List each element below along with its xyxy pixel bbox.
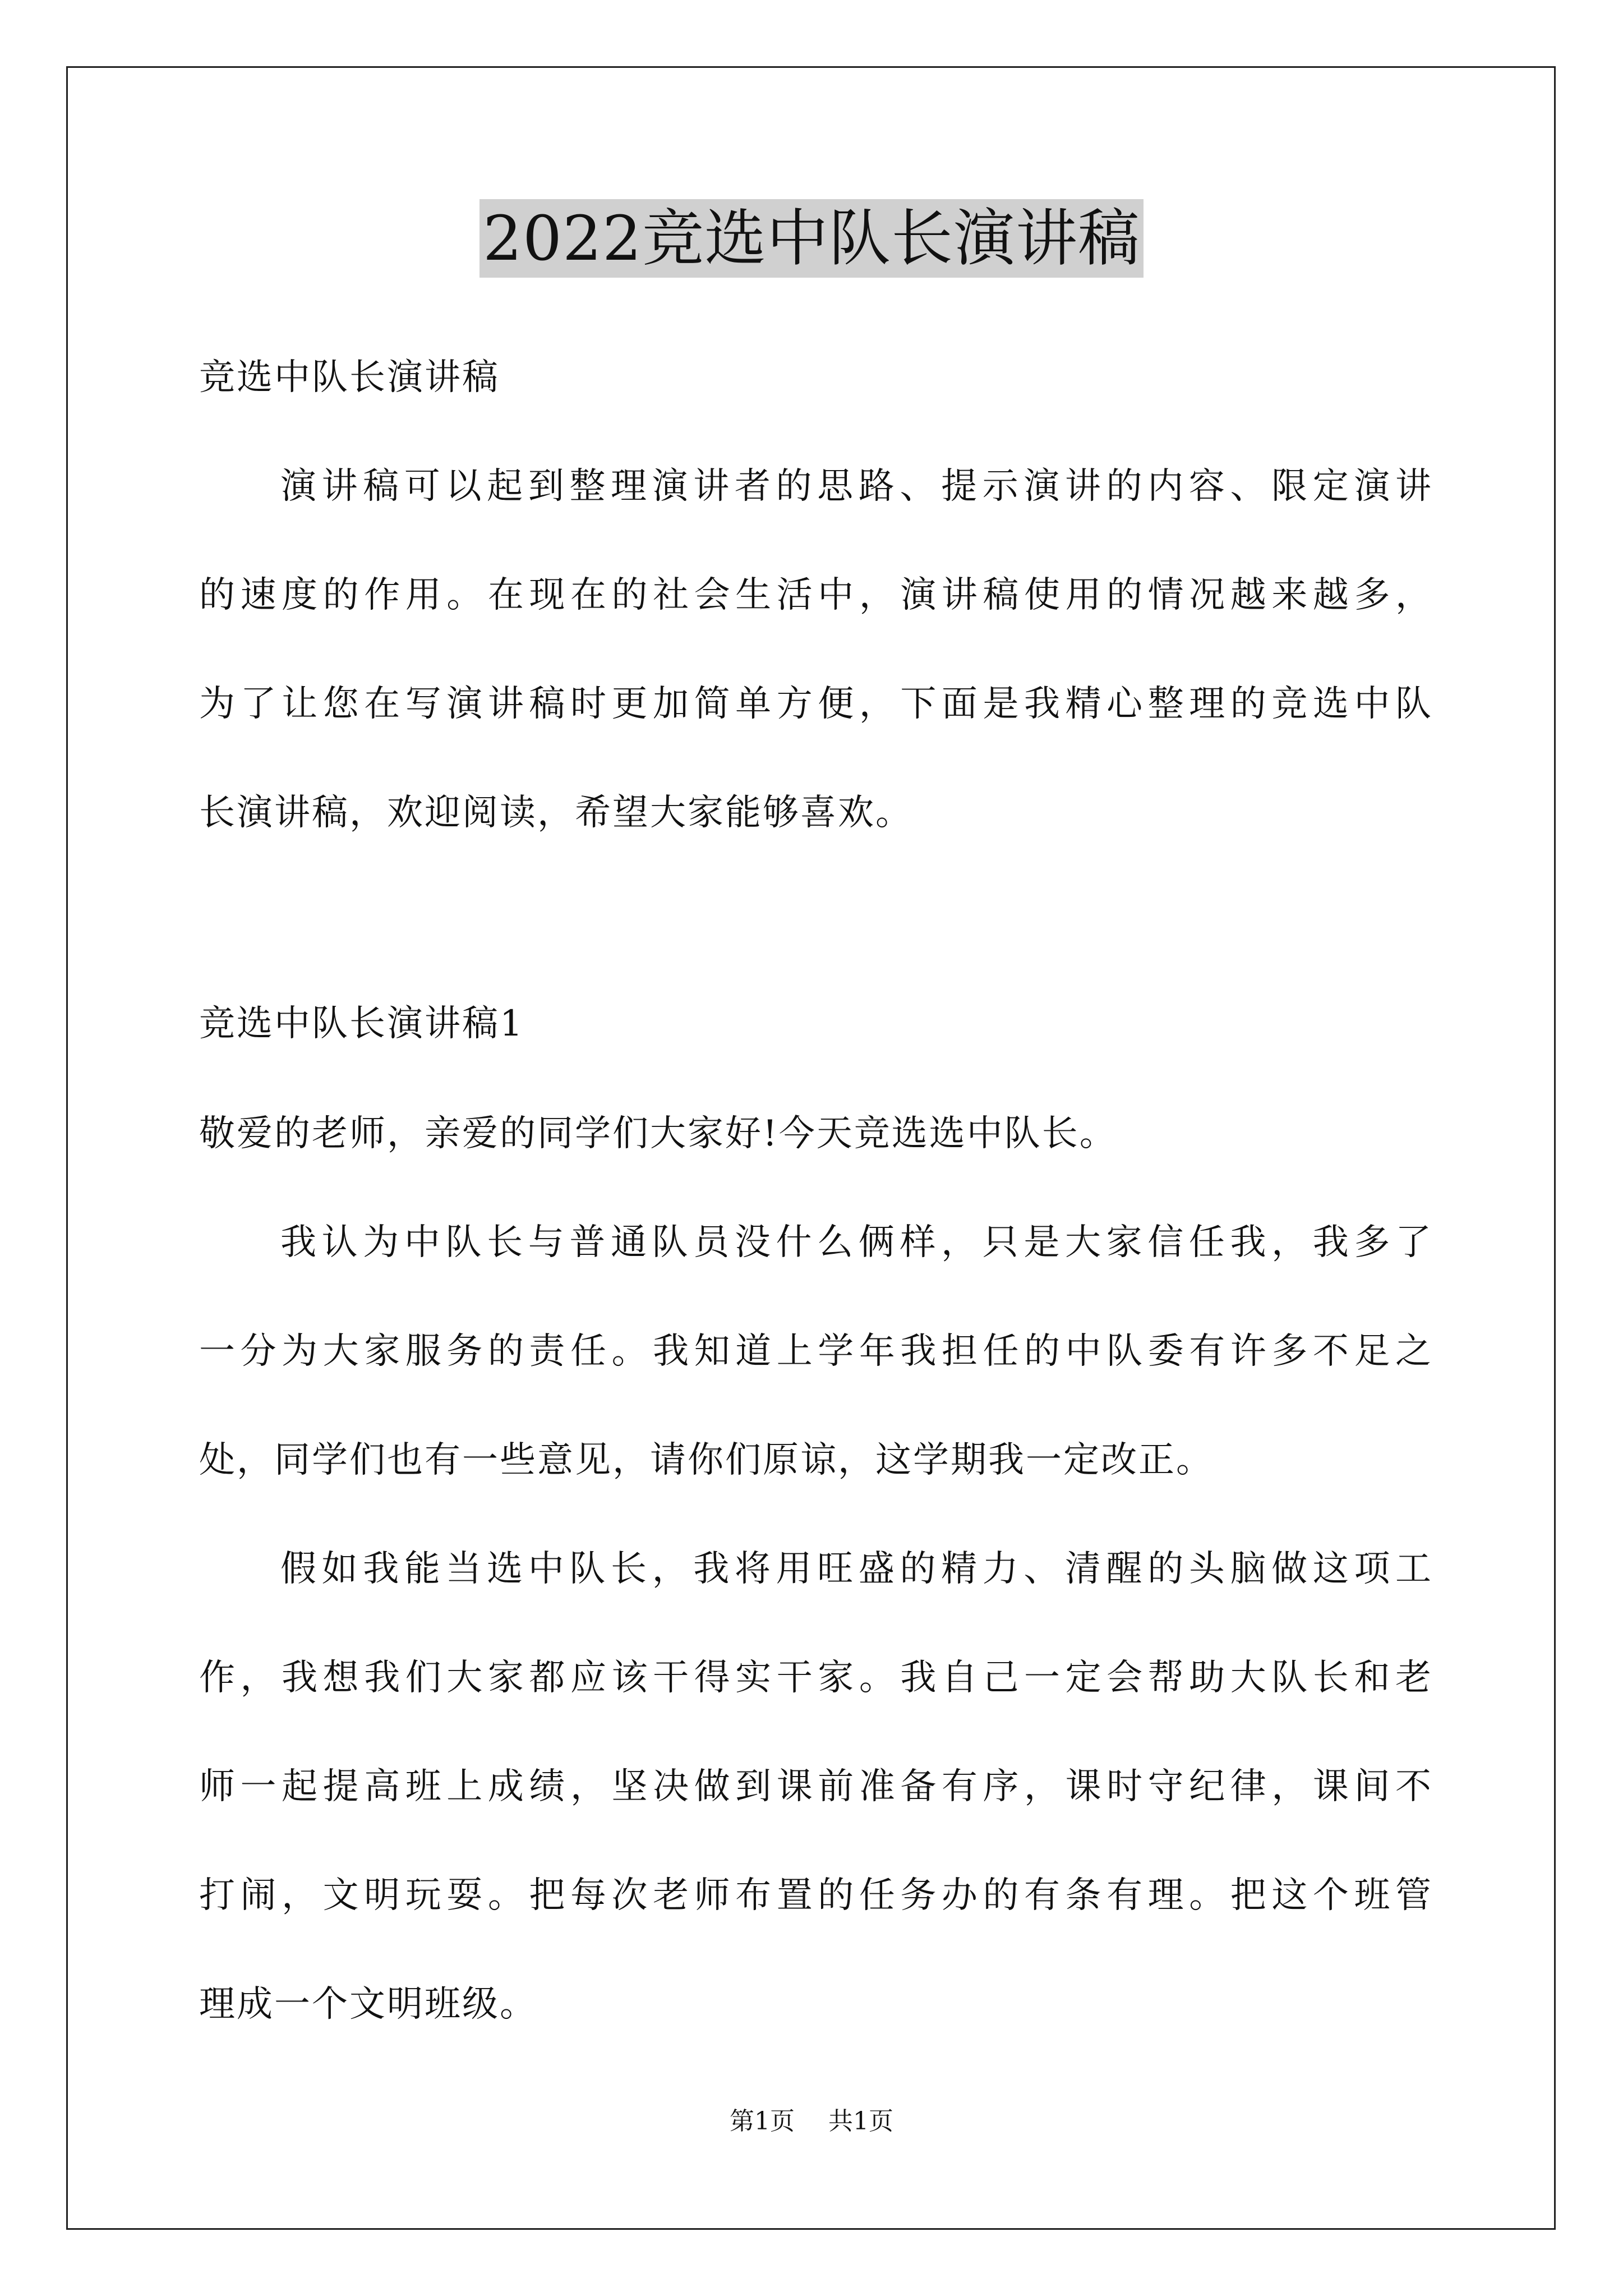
para2-line-4: 打闹，文明玩耍。把每次老师布置的任务办的有条有理。把这个班管: [199, 1875, 1433, 1916]
document-title: 2022竞选中队长演讲稿: [479, 199, 1144, 278]
section-heading: 竞选中队长演讲稿1: [199, 1003, 524, 1045]
subtitle: 竞选中队长演讲稿: [199, 357, 500, 398]
para2-line-3: 师一起提高班上成绩，坚决做到课前准备有序，课时守纪律，课间不: [199, 1766, 1433, 1807]
page-number: 第1页: [730, 2107, 795, 2136]
title-container: [0, 199, 1623, 278]
intro-line-2: 的速度的作用。在现在的社会生活中，演讲稿使用的情况越来越多，: [199, 574, 1433, 616]
para1-line-3: 处，同学们也有一些意见，请你们原谅，这学期我一定改正。: [199, 1439, 1214, 1481]
para2-line-5: 理成一个文明班级。: [199, 1984, 537, 2025]
para1-line-1: 我认为中队长与普通队员没什么俩样，只是大家信任我，我多了: [280, 1222, 1433, 1263]
intro-line-1: 演讲稿可以起到整理演讲者的思路、提示演讲的内容、限定演讲: [280, 466, 1433, 507]
greeting-line: 敬爱的老师，亲爱的同学们大家好!今天竞选选中队长。: [199, 1113, 1117, 1154]
para1-line-2: 一分为大家服务的责任。我知道上学年我担任的中队委有许多不足之: [199, 1331, 1433, 1372]
para2-line-1: 假如我能当选中队长，我将用旺盛的精力、清醒的头脑做这项工: [280, 1548, 1433, 1590]
intro-line-3: 为了让您在写演讲稿时更加简单方便，下面是我精心整理的竞选中队: [199, 683, 1433, 725]
page-total: 共1页: [828, 2107, 893, 2136]
page-footer: [0, 2105, 1623, 2138]
para2-line-2: 作，我想我们大家都应该干得实干家。我自己一定会帮助大队长和老: [199, 1657, 1433, 1699]
intro-line-4: 长演讲稿，欢迎阅读，希望大家能够喜欢。: [199, 792, 913, 834]
